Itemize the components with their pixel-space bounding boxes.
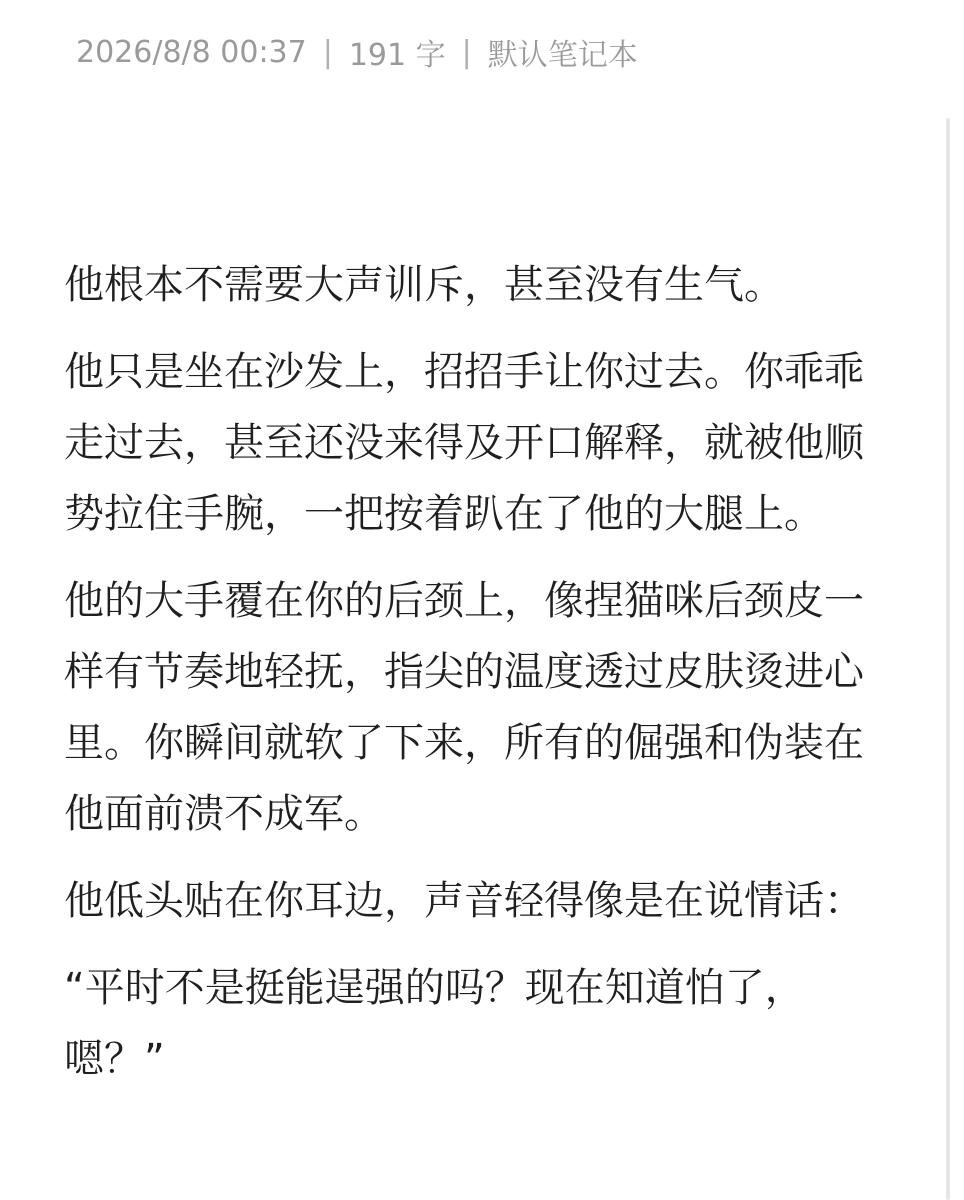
word-count: 191 字 (348, 38, 446, 73)
note-meta-bar (76, 30, 638, 74)
note-paragraph: “平时不是挺能逞强的吗？现在知道怕了，嗯？” (64, 965, 805, 1082)
meta-separator: | (461, 34, 472, 70)
note-timestamp: 2026/8/8 00:37 (76, 34, 307, 70)
note-paragraph: 他只是坐在沙发上，招招手让你过去。你乖乖走过去，甚至还没来得及开口解释，就被他顺势拉住手腕，一把按着趴在了他的大腿上。 (64, 349, 864, 537)
meta-separator: | (322, 34, 333, 70)
note-paragraph: 他低头贴在你耳边，声音轻得像是在说情话： (64, 878, 864, 924)
note-paragraph: 他的大手覆在你的后颈上，像捏猫咪后颈皮一样有节奏地轻抚，指尖的温度透过皮肤烫进心里。你瞬间就软了下来，所有的倔强和伪装在他面前溃不成军。 (64, 578, 864, 837)
note-body[interactable] (64, 250, 894, 1111)
notebook-name[interactable]: 默认笔记本 (487, 38, 638, 73)
note-paragraph: 他根本不需要大声训斥，甚至没有生气。 (64, 262, 784, 308)
scrollbar[interactable] (946, 118, 950, 1200)
